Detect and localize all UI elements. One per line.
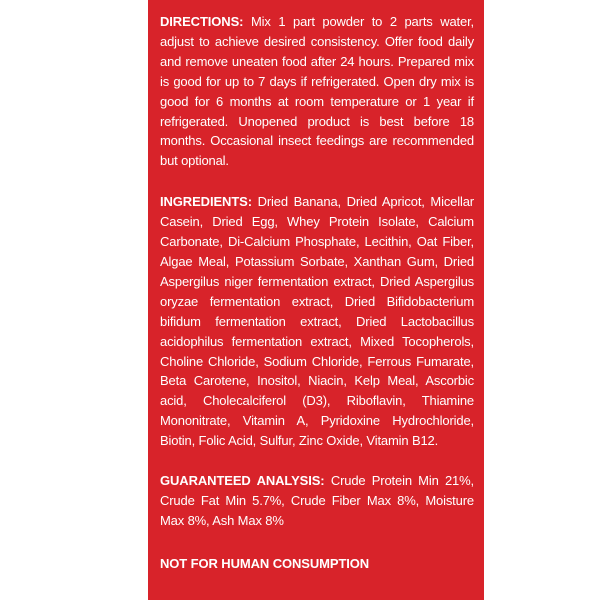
label-panel [148, 0, 484, 600]
human-consumption-warning: NOT FOR HUMAN CONSUMPTION [160, 555, 370, 571]
directions-label: DIRECTIONS: [160, 14, 244, 29]
section-spacer [160, 171, 474, 192]
directions-section [160, 12, 474, 171]
analysis-text: Crude Protein Min 21%, Crude Fat Min 5.7%, Crude Fiber Max 8%, Moisture Max 8%, Ash Max 8% [160, 473, 474, 528]
section-spacer [160, 531, 474, 554]
ingredients-section [160, 192, 474, 451]
analysis-section [160, 471, 474, 531]
directions-text: Mix 1 part powder to 2 parts water, adjust to achieve desired consistency. Offer food daily and remove uneaten food after 24 hours. Prepared mix is good for up to 7 days if refrigerated. Open dry mix is good for 6 months at room temperature or 1 year if refrigerated. Unopened product is best before 18 months. Occasional insect feedings are recommended but optional. [160, 14, 474, 169]
analysis-label: GUARANTEED ANALYSIS: [160, 473, 325, 489]
ingredients-label: INGREDIENTS: [160, 194, 252, 210]
ingredients-text: Dried Banana, Dried Apricot, Micellar Casein, Dried Egg, Whey Protein Isolate, Calcium Carbonate, Di-Calcium Phosphate, Lecithin, Oat Fiber, Algae Meal, Potassium Sorbate, Xanthan Gum, Dried Aspergilus niger fermentation extract, Dried Aspergilus oryzae fermentation extract, Dried Bifidobacterium bifidum fermentation extract, Dried Lactobacillus acidophilus fermentation extract, Mixed Tocopherols, Choline Chloride, Sodium Chloride, Ferrous Fumarate, Beta Carotene, Inositol, Niacin, Kelp Meal, Ascorbic acid, Cholecalciferol (D3), Riboflavin, Thiamine Mononitrate, Vitamin A, Pyridoxine Hydrochloride, Biotin, Folic Acid, Sulfur, Zinc Oxide, Vitamin B12. [160, 194, 474, 449]
section-spacer [160, 451, 474, 471]
